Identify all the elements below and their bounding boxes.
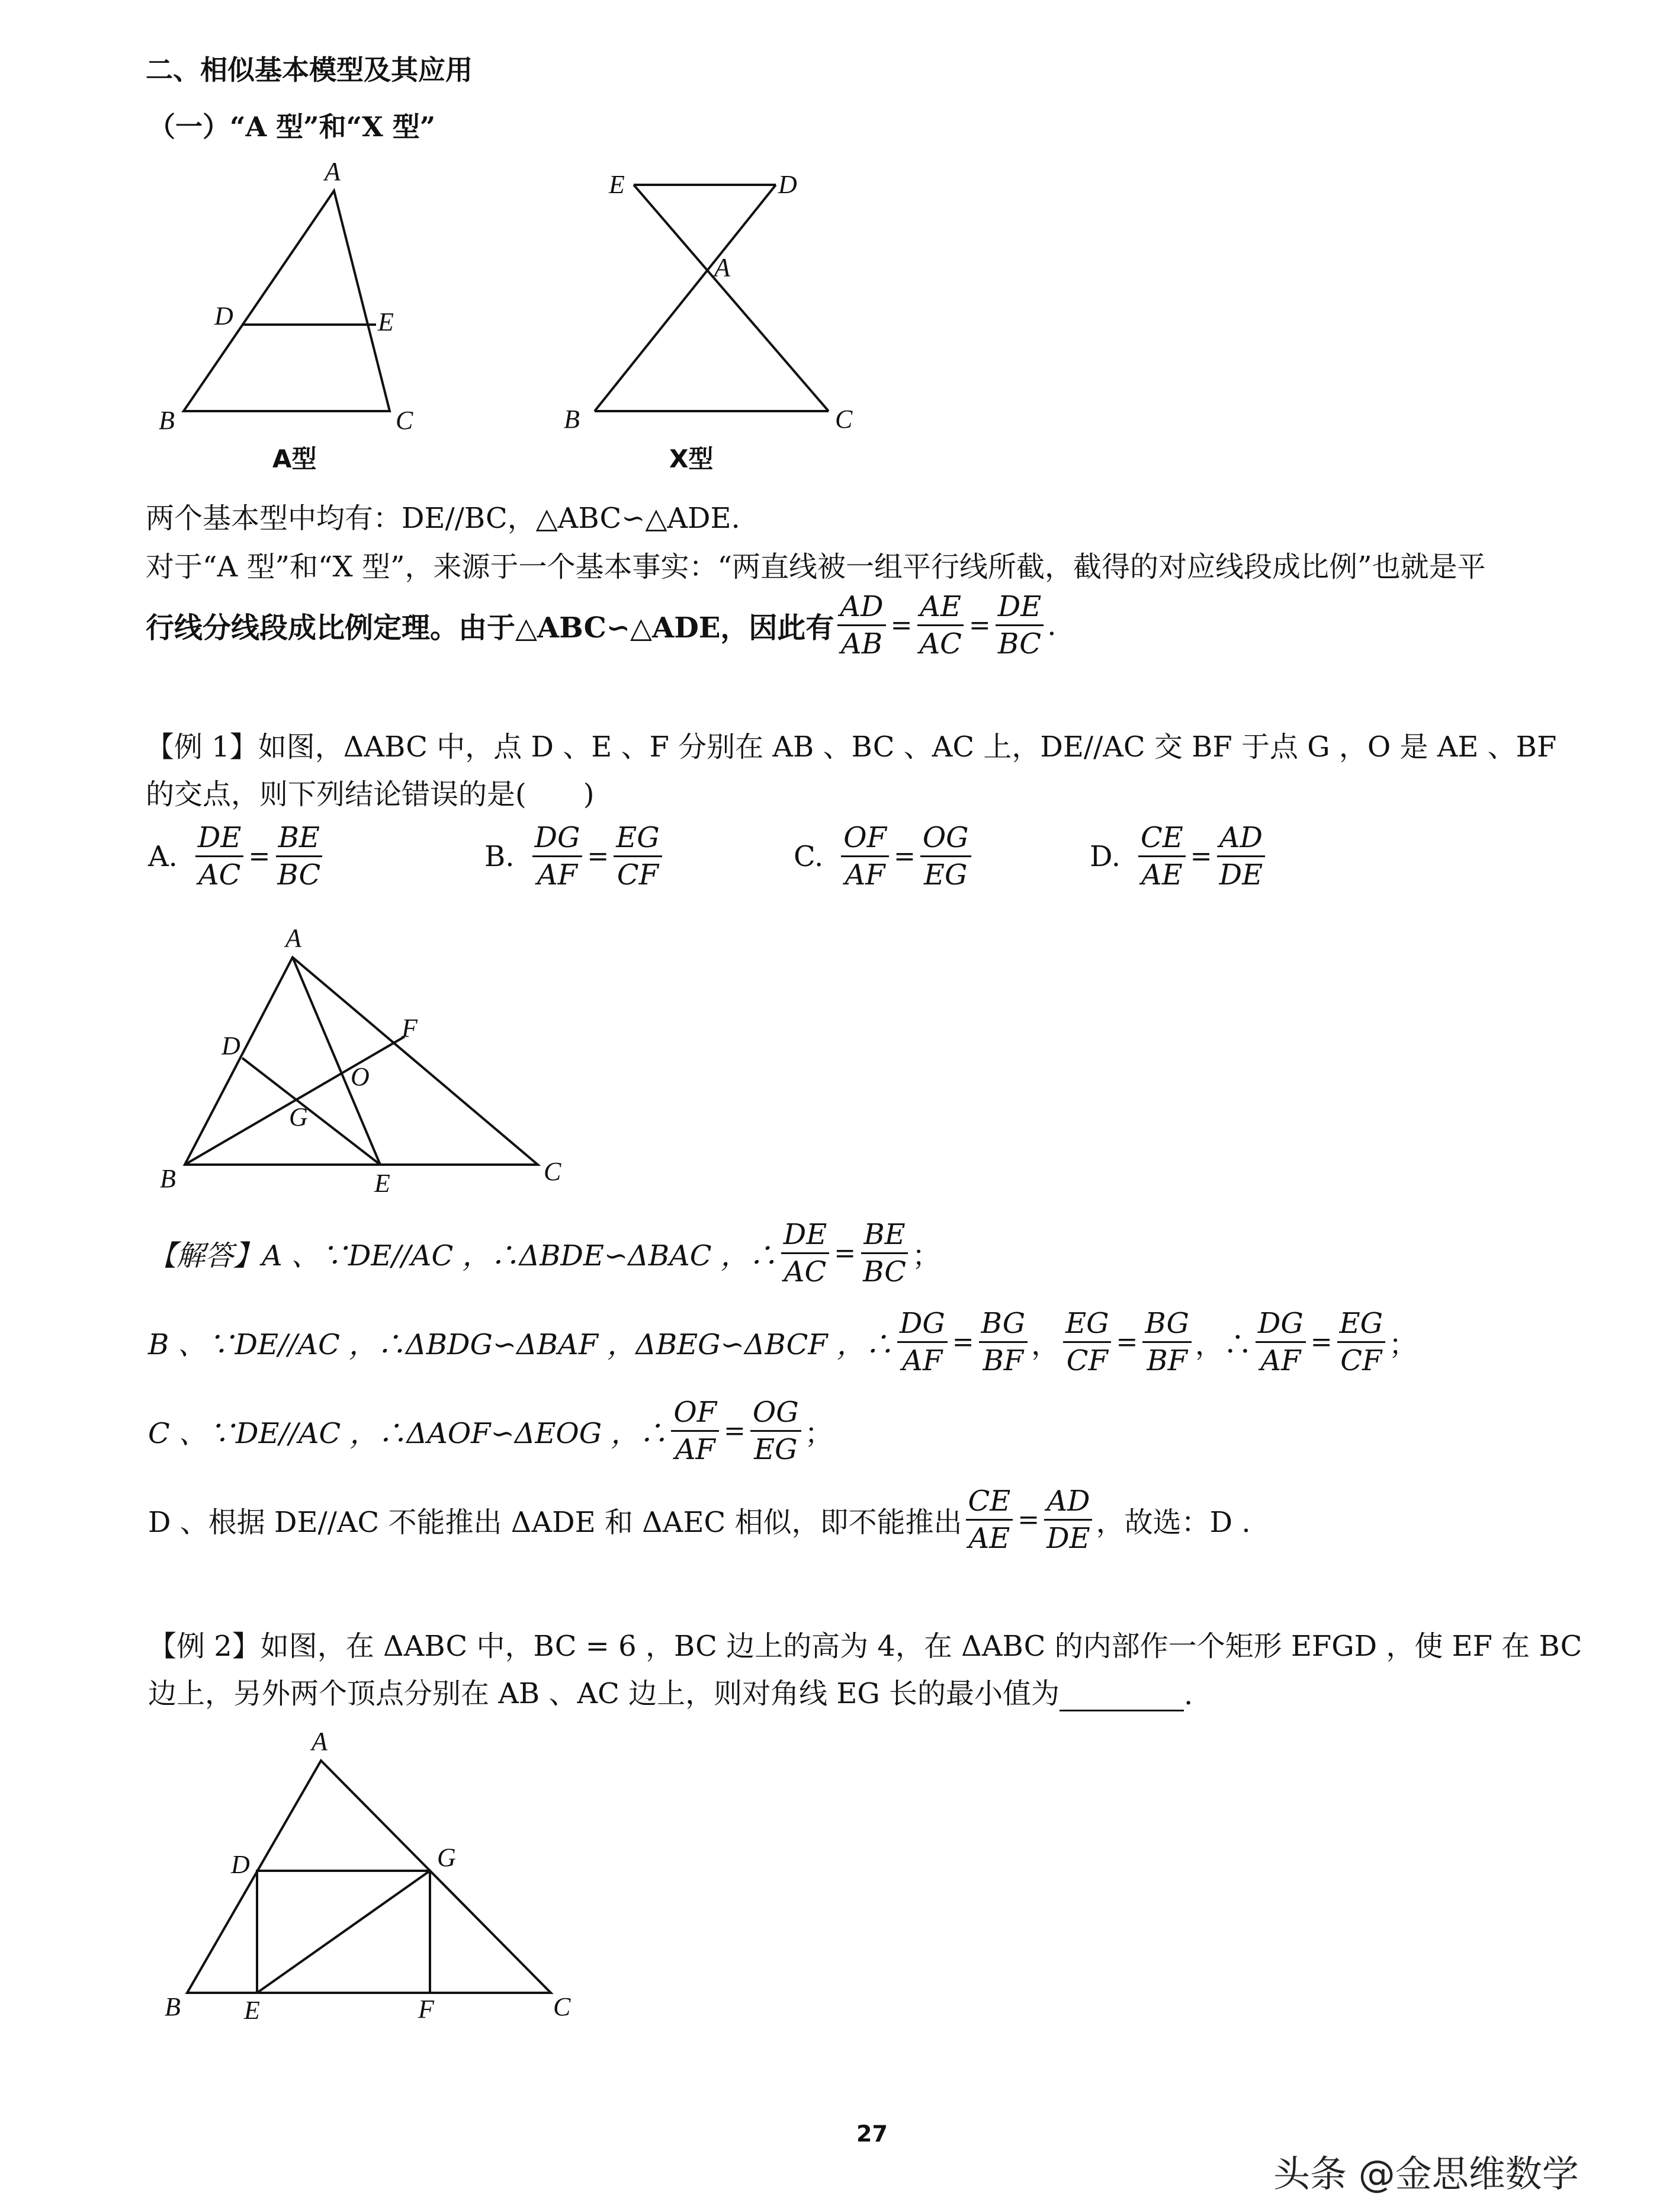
solution1-b-frac-5-num: DG [1256, 1309, 1306, 1343]
figure-a-type [148, 154, 456, 480]
ex1-label-d: D [221, 1031, 240, 1060]
ex1-label-g: G [289, 1102, 308, 1131]
ex1-label-o: O [351, 1062, 370, 1091]
fig-x-label-b: B [564, 405, 580, 434]
solution1-d [148, 1487, 1251, 1553]
equals-sign: = [893, 841, 916, 871]
solution1-d-end: ，故选：D . [1096, 1506, 1251, 1539]
option-b-frac-2-num: EG [614, 823, 662, 857]
fig-a-caption: A型 [272, 444, 317, 473]
watermark-text: 头条 @金思维数学 [1273, 2152, 1579, 2195]
option-b-frac-2-den: CF [617, 858, 659, 892]
option-a-frac-2-den: BC [277, 858, 321, 892]
example1-line-2: 的交点，则下列结论错误的是( ) [146, 778, 595, 811]
solution1-d-frac-1-den: AE [968, 1522, 1010, 1555]
solution1-a-frac-2-den: BC [863, 1255, 907, 1288]
option-d-frac-1-den: AE [1141, 858, 1183, 892]
example2-line-2-end: . [1184, 1678, 1193, 1711]
option-d-frac-1-num: CE [1138, 823, 1186, 857]
solution1-d-frac-1-num: CE [966, 1487, 1013, 1521]
answer-blank[interactable] [1060, 1684, 1184, 1711]
solution1-b-frac-5-den: AF [1260, 1344, 1301, 1377]
solution1-a-frac-2-num: BE [861, 1220, 907, 1254]
intro-end: . [1047, 608, 1057, 642]
equals-sign: = [1017, 1505, 1040, 1535]
intro-line-2: 对于“A 型”和“X 型”，来源于一个基本事实：“两直线被一组平行线所截，截得的对应线段成比例”也就是平 [146, 550, 1486, 584]
option-d[interactable] [1090, 821, 1269, 892]
ex1-segment-ae [293, 957, 380, 1165]
option-b[interactable] [484, 821, 666, 892]
option-a-frac-1-den: AC [198, 858, 241, 892]
option-b-frac-1 [532, 821, 583, 892]
equals-sign: = [1116, 1327, 1138, 1357]
option-c-label: C. [794, 839, 824, 873]
ex1-label-c: C [544, 1157, 561, 1186]
solution1-d-frac-2 [1044, 1487, 1093, 1553]
solution1-b-end: ； [1388, 1328, 1417, 1361]
fig-a-label-d: D [214, 302, 233, 331]
solution1-c-frac-2-den: EG [754, 1433, 798, 1466]
solution1-c-frac-1-den: AF [675, 1433, 715, 1466]
solution1-d-frac-1 [966, 1487, 1013, 1553]
figure-example1 [148, 918, 598, 1203]
option-a-frac-2-num: BE [276, 823, 322, 857]
solution1-b-frac-6-den: CF [1340, 1344, 1382, 1377]
solution1-b-frac-4-den: BF [1147, 1344, 1187, 1377]
option-b-label: B. [484, 839, 515, 873]
option-b-frac-1-den: AF [537, 858, 577, 892]
fig-a-label-a: A [325, 157, 341, 186]
option-b-frac-1-num: DG [532, 823, 583, 857]
solution1-c-frac-1-num: OF [671, 1398, 719, 1432]
ex2-label-b: B [165, 1992, 181, 2021]
intro-line-3-text: 行线分线段成比例定理。由于△ABC∽△ADE，因此有 [146, 611, 834, 645]
solution1-b-frac-6 [1337, 1309, 1385, 1375]
solution1-a-text: 【解答】A 、∵DE//AC ，∴ΔBDE∽ΔBAC ，∴ [148, 1239, 778, 1272]
option-d-frac-1 [1138, 821, 1186, 892]
solution1-d-frac-2-den: DE [1046, 1522, 1090, 1555]
option-c-frac-2-den: EG [923, 858, 968, 892]
intro-frac-2 [917, 590, 964, 661]
option-c-frac-2-num: OG [920, 823, 971, 857]
solution1-b [148, 1309, 1417, 1375]
example2-line-2 [148, 1671, 1193, 1711]
ex1-label-a: A [285, 924, 301, 953]
intro-frac-1 [837, 590, 885, 661]
fig-x-segment-ec [634, 185, 829, 411]
solution1-a [148, 1220, 940, 1286]
intro-frac-2-num: AE [917, 592, 964, 626]
ex2-label-c: C [553, 1992, 571, 2021]
intro-frac-2-den: AC [919, 627, 962, 661]
solution1-d-text: D 、根据 DE//AC 不能推出 ΔADE 和 ΔAEC 相似，即不能推出 [148, 1506, 962, 1539]
option-b-frac-2 [614, 821, 662, 892]
fig-a-label-e: E [378, 307, 394, 336]
fig-x-caption: X型 [669, 444, 714, 473]
ex2-diagonal-eg [257, 1871, 430, 1993]
solution1-b-frac-1-num: DG [897, 1309, 948, 1343]
solution1-b-frac-2 [979, 1309, 1028, 1375]
solution1-b-frac-4 [1142, 1309, 1192, 1375]
fig-a-label-b: B [159, 406, 175, 435]
example2-line-2-text: 边上，另外两个顶点分别在 AB 、AC 边上，则对角线 EG 长的最小值为 [148, 1677, 1060, 1710]
solution1-b-frac-2-num: BG [979, 1309, 1028, 1343]
option-d-frac-2 [1217, 821, 1266, 892]
solution1-b-frac-1 [897, 1309, 948, 1375]
equals-sign: = [724, 1416, 746, 1446]
page-number: 27 [856, 2121, 888, 2147]
ex2-label-d: D [231, 1850, 250, 1879]
solution1-b-frac-6-num: EG [1337, 1309, 1385, 1343]
fig-x-label-e: E [609, 170, 625, 199]
option-a-frac-1-num: DE [195, 823, 244, 857]
option-c[interactable] [794, 821, 975, 892]
solution1-b-text: B 、∵DE//AC ，∴ΔBDG∽ΔBAF ，ΔBEG∽ΔBCF ，∴ [148, 1328, 894, 1361]
solution1-a-frac-2 [861, 1220, 908, 1286]
intro-frac-1-num: AD [837, 592, 885, 626]
solution1-d-frac-2-num: AD [1044, 1487, 1092, 1521]
example2-line-1: 【例 2】如图，在 ΔABC 中，BC = 6 ，BC 边上的高为 4，在 ΔABC 的内部作一个矩形 EFGD ，使 EF 在 BC [148, 1630, 1582, 1663]
fig-x-label-a: A [714, 253, 730, 282]
option-d-label: D. [1090, 839, 1121, 873]
option-a-frac-2 [275, 821, 323, 892]
fig-x-segment-db [595, 185, 776, 411]
ex1-label-f: F [402, 1014, 418, 1043]
solution1-b-frac-2-den: BF [983, 1344, 1024, 1377]
solution1-b-frac-5 [1256, 1309, 1306, 1375]
option-a-frac-1 [195, 821, 244, 892]
intro-frac-3 [996, 590, 1044, 661]
ex1-label-b: B [160, 1164, 176, 1193]
option-a-label: A. [148, 839, 178, 873]
solution1-c-frac-1 [671, 1398, 719, 1464]
equals-sign: = [1310, 1327, 1333, 1357]
equals-sign: = [968, 610, 991, 640]
fig-x-label-c: C [835, 405, 853, 434]
option-c-frac-1-den: AF [845, 858, 885, 892]
ex2-label-a: A [312, 1727, 328, 1756]
option-a[interactable] [148, 821, 326, 892]
equals-sign: = [587, 841, 609, 871]
equals-sign: = [1190, 841, 1212, 871]
equals-sign: = [890, 610, 913, 640]
solution1-b-frac-3 [1063, 1309, 1111, 1375]
intro-line-1: 两个基本型中均有：DE//BC，△ABC∽△ADE. [146, 502, 740, 535]
option-d-frac-2-num: AD [1217, 823, 1265, 857]
subsection-title: （一）“A 型”和“X 型” [148, 111, 436, 143]
option-d-frac-2-den: DE [1219, 858, 1263, 892]
ex2-label-g: G [437, 1843, 456, 1872]
fig-a-label-c: C [396, 406, 413, 435]
fig-x-label-d: D [778, 170, 797, 199]
ex1-label-e: E [374, 1169, 390, 1198]
solution1-c [148, 1398, 833, 1464]
intro-line-3 [146, 590, 1057, 661]
intro-frac-3-num: DE [996, 592, 1044, 626]
figure-x-type [557, 160, 888, 480]
solution1-b-frac-4-num: BG [1142, 1309, 1192, 1343]
solution1-a-end: ； [912, 1239, 941, 1272]
option-c-frac-1 [841, 821, 889, 892]
solution1-b-frac-3-num: EG [1063, 1309, 1111, 1343]
ex2-label-e: E [244, 1996, 260, 2025]
solution1-a-frac-1-num: DE [781, 1220, 830, 1254]
equals-sign: = [834, 1238, 856, 1268]
solution1-b-frac-1-den: AF [902, 1344, 943, 1377]
solution1-b-sep-1: ， [1031, 1328, 1060, 1361]
solution1-b-frac-3-den: CF [1066, 1344, 1108, 1377]
intro-frac-1-den: AB [841, 627, 882, 661]
figure-example2 [148, 1718, 598, 2050]
solution1-b-sep-2: ，∴ [1195, 1328, 1252, 1361]
solution1-c-end: ； [804, 1417, 833, 1450]
fig-a-triangle [184, 191, 390, 411]
option-c-frac-1-num: OF [841, 823, 889, 857]
ex2-label-f: F [418, 1995, 434, 2024]
example1-line-1: 【例 1】如图，ΔABC 中，点 D 、E 、F 分别在 AB 、BC 、AC 上，DE//AC 交 BF 于点 G ，O 是 AE 、BF [146, 730, 1557, 764]
solution1-c-frac-2-num: OG [750, 1398, 801, 1432]
option-c-frac-2 [920, 821, 971, 892]
solution1-a-frac-1-den: AC [784, 1255, 827, 1288]
solution1-c-frac-2 [750, 1398, 801, 1464]
equals-sign: = [248, 841, 271, 871]
section-title: 二、相似基本模型及其应用 [146, 54, 473, 86]
intro-frac-3-den: BC [998, 627, 1041, 661]
equals-sign: = [952, 1327, 974, 1357]
solution1-a-frac-1 [781, 1220, 830, 1286]
solution1-c-text: C 、∵DE//AC ，∴ΔAOF∽ΔEOG ，∴ [148, 1417, 668, 1450]
